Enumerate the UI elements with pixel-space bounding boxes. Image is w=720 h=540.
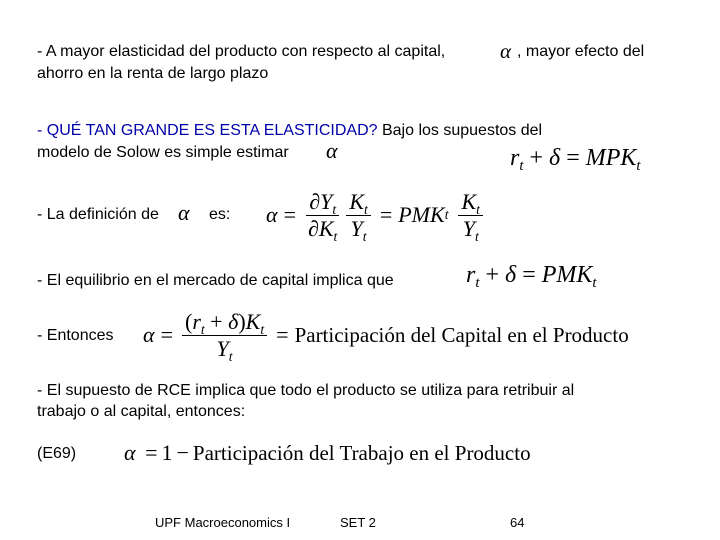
bullet-1-line-1 bbox=[37, 41, 445, 62]
equation-capital-share: α = $\frac{(r_t + \delta)K_t}{Y_t}$ = Participación del Capital en el Producto bbox=[143, 309, 629, 364]
bullet-1-tail: , mayor efecto del bbox=[517, 43, 645, 60]
bullet-2-highlight: - QUÉ TAN GRANDE ES ESTA ELASTICIDAD? bbox=[37, 122, 378, 139]
equation-label: (E69) bbox=[37, 445, 77, 462]
bullet-4: - El equilibrio en el mercado de capital implica que bbox=[37, 272, 394, 289]
bullet-3-post: es: bbox=[209, 206, 231, 223]
bullet-2-line-1 bbox=[37, 120, 542, 141]
footer-set: SET 2 bbox=[340, 515, 376, 530]
bullet-1-text: - A mayor elasticidad del producto con respecto al capital, bbox=[37, 43, 446, 60]
bullet-5: - Entonces bbox=[37, 327, 114, 344]
bullet-2-rest: Bajo los supuestos del bbox=[377, 122, 543, 139]
alpha-lhs: α bbox=[266, 202, 278, 227]
labor-share-text: Participación del Trabajo en el Producto bbox=[192, 441, 531, 465]
bullet-1-line-2: ahorro en la renta de largo plazo bbox=[37, 65, 269, 82]
capital-share-text: Participación del Capital en el Producto bbox=[294, 322, 629, 347]
footer-course: UPF Macroeconomics I bbox=[155, 515, 291, 530]
alpha-lhs-3: α bbox=[124, 440, 136, 465]
bullet-6-line-1: - El supuesto de RCE implica que todo el producto se utiliza para retribuir al bbox=[37, 382, 575, 399]
equation-alpha-definition: α = $\frac{\partial Y_t}{\partial K_t}$ $\frac{K_t}{Y_t}$ = PMK t $\frac{K_t}{Y_t}$ bbox=[266, 182, 486, 248]
equation-pmk: $r_t + \delta = PMK_t$ bbox=[466, 262, 597, 292]
one-symbol: 1 bbox=[161, 440, 173, 465]
alpha-symbol-3: α bbox=[178, 200, 190, 225]
bullet-3-pre: - La definición de bbox=[37, 206, 159, 223]
alpha-lhs-2: α bbox=[143, 322, 155, 347]
bullet-6-line-2: trabajo o al capital, entonces: bbox=[37, 403, 246, 420]
equation-mpk: $r_t + \delta = MPK_t$ bbox=[510, 145, 641, 175]
equation-labor-share: α = 1 − Participación del Trabajo en el Producto bbox=[124, 440, 531, 465]
footer-page-number: 64 bbox=[510, 515, 525, 530]
pmk-symbol-2: PMK bbox=[541, 262, 593, 288]
alpha-symbol-1: α bbox=[500, 39, 512, 63]
bullet-2-line-2: modelo de Solow es simple estimar bbox=[37, 144, 289, 161]
pmk-symbol-1: PMK bbox=[398, 202, 445, 227]
mpk-symbol: MPK bbox=[585, 145, 637, 171]
alpha-symbol-2: α bbox=[326, 138, 338, 163]
